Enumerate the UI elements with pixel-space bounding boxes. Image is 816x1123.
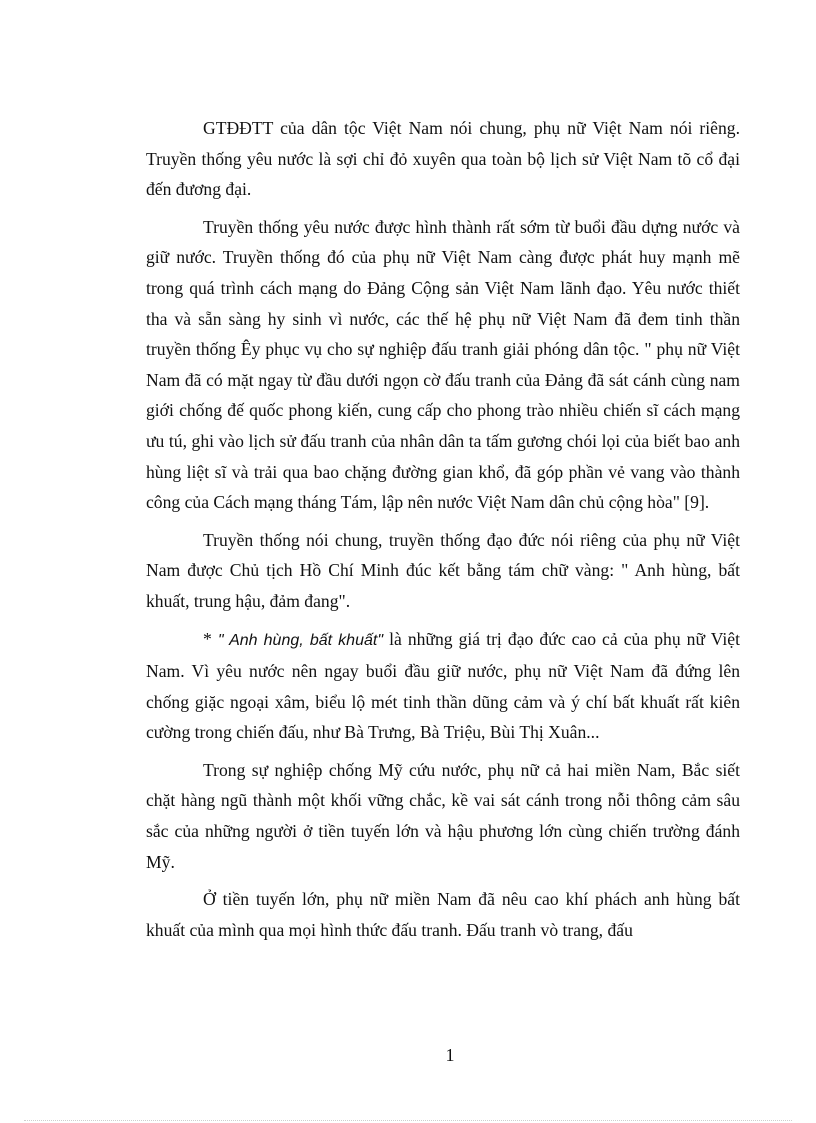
body-text (146, 113, 740, 952)
paragraph-resistance: Trong sự nghiệp chống Mỹ cứu nước, phụ nữ cả hai miền Nam, Bắc siết chặt hàng ngũ thành một khối vững chắc, kề vai sát cánh trong nỗi thông cảm sâu sắc của những người ở tiền tuyến lớn và hậu phương lớn cùng chiến trường đánh Mỹ. (146, 759, 740, 872)
page-bottom-divider (24, 1120, 792, 1121)
paragraph-patriotism: Truyền thống yêu nước được hình thành rất sớm từ buổi đầu dựng nước và giữ nước. Truyền thống đó của phụ nữ Việt Nam càng được phát huy mạnh mẽ trong quá trình cách mạng do Đảng Cộng sản Việt Nam lãnh đạo. Yêu nước thiết tha và sẵn sàng hy sinh vì nước, các thế hệ phụ nữ Việt Nam đã đem tinh thần truyền thống Êy phục vụ cho sự nghiệp đấu tranh giải phóng dân tộc. " phụ nữ Việt Nam đã có mặt ngay từ đầu dưới ngọn cờ đấu tranh của Đảng đã sát cánh cùng nam giới chống đế quốc phong kiến, cung cấp cho phong trào nhiều chiến sĩ cách mạng ưu tú, ghi vào lịch sử đấu tranh của nhân dân ta tấm gương chói lọi của biết bao anh hùng liệt sĩ và trải qua bao chặng đường gian khổ, đã góp phần vẻ vang vào thành công của Cách mạng tháng Tám, lập nên nước Việt Nam dân chủ cộng hòa" [9]. (146, 216, 740, 513)
paragraph-body: là những giá trị đạo đức cao cả của phụ nữ Việt Nam. Vì yêu nước nên ngay buổi đầu giữ nước, phụ nữ Việt Nam đã đứng lên chống giặc ngoại xâm, biểu lộ mét tinh thần dũng cảm và ý chí bất khuất rất kiên cường trong chiến đấu, như Bà Trưng, Bà Triệu, Bùi Thị Xuân... (146, 628, 741, 743)
page-number: 1 (445, 1045, 455, 1065)
bullet-marker: * (203, 628, 218, 649)
paragraph-intro: GTĐĐTT của dân tộc Việt Nam nói chung, phụ nữ Việt Nam nói riêng. Truyền thống yêu nước là sợi chỉ đỏ xuyên qua toàn bộ lịch sử Việt Nam tõ cổ đại đến đương đại. (146, 118, 740, 200)
paragraph-golden-words: Truyền thống nói chung, truyền thống đạo đức nói riêng của phụ nữ Việt Nam được Chủ tịch Hồ Chí Minh đúc kết bằng tám chữ vàng: " Anh hùng, bất khuất, trung hậu, đảm đang". (146, 529, 740, 611)
emphasis-text: " Anh hùng, bất khuất" (217, 631, 383, 649)
paragraph-frontline: Ở tiền tuyến lớn, phụ nữ miền Nam đã nêu cao khí phách anh hùng bất khuất của mình qua mọi hình thức đấu tranh. Đấu tranh vò trang, đấu (146, 889, 740, 940)
paragraph-heroic-virtue (146, 624, 740, 748)
